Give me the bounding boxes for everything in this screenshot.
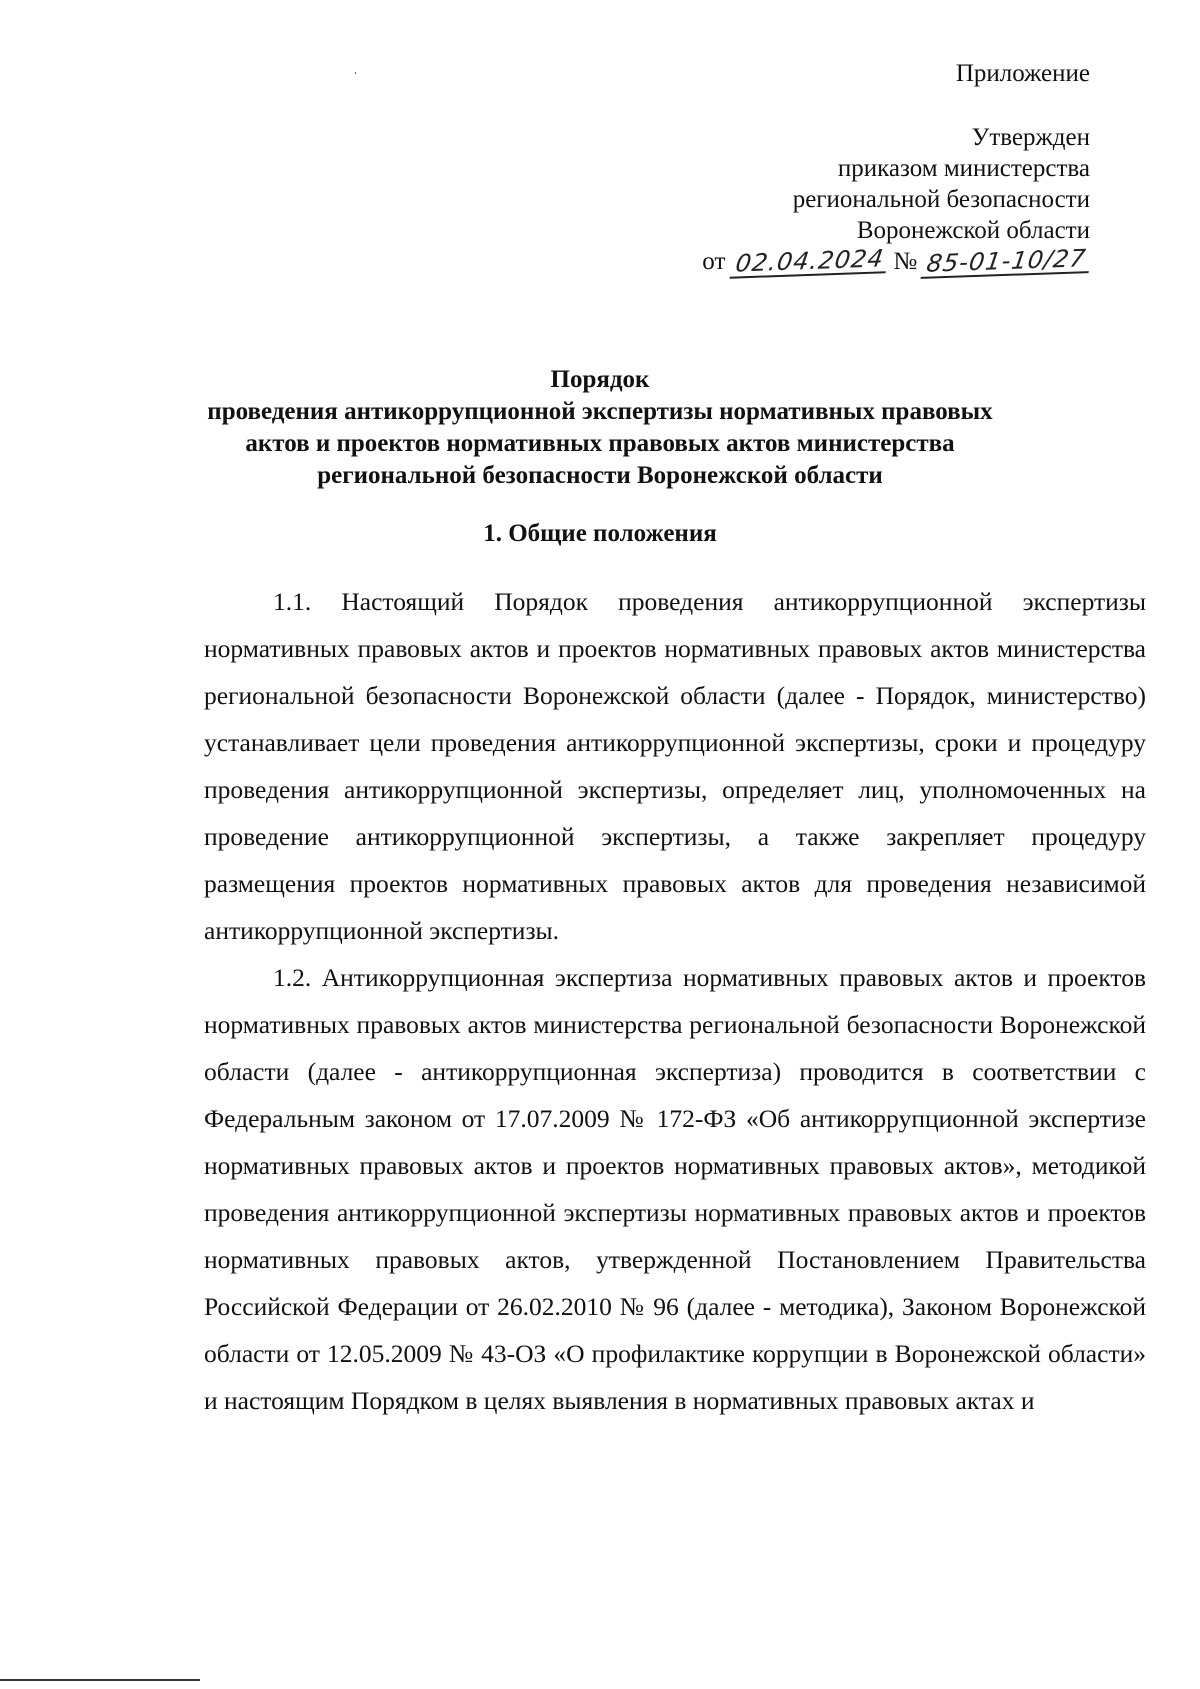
section-heading: 1. Общие положения <box>483 520 717 547</box>
approval-line-4: Воронежской области <box>856 217 1090 244</box>
paragraph-1-2: 1.2. Антикоррупционная экспертиза нормативных правовых актов и проектов нормативных правовых актов министерства региональной безопасности Воронежской области (далее - антикоррупционная экспертиза) проводится в соответствии с Федеральным законом от 17.07.2009 № 172-ФЗ «Об антикоррупционной экспертизе нормативных правовых актов и проектов нормативных правовых актов», методикой проведения антикоррупционной экспертизы нормативных правовых актов и проектов нормативных правовых актов, утвержденной Постановлением Правительства Российской Федерации от 26.02.2010 № 96 (далее - методика), Законом Воронежской области от 12.05.2009 № 43-ОЗ «О профилактике коррупции в Воронежской области» и настоящим Порядком в целях выявления в нормативных правовых актах и <box>204 963 1146 1415</box>
title-line-2: проведения антикоррупционной экспертизы нормативных правовых <box>207 398 993 425</box>
appendix-label <box>956 58 1090 89</box>
body-text <box>204 578 1146 1424</box>
order-date-handwritten: 02.04.2024 <box>729 245 889 278</box>
date-prefix: от <box>702 248 726 275</box>
approval-block <box>702 122 1090 277</box>
scan-speck <box>355 72 356 74</box>
bottom-rule <box>0 1679 200 1681</box>
title-line-3: актов и проектов нормативных правовых актов министерства <box>245 430 955 457</box>
appendix-text: Приложение <box>955 60 1090 87</box>
approval-line-2: приказом министерства <box>837 155 1090 182</box>
document-title <box>0 364 1200 492</box>
number-sign: № <box>893 248 918 275</box>
order-number-handwritten: 85-01-10/27 <box>921 245 1092 279</box>
paragraph-1-1: 1.1. Настоящий Порядок проведения антикоррупционной экспертизы нормативных правовых актов и проектов нормативных правовых актов министерства региональной безопасности Воронежской области (далее - Порядок, министерство) устанавливает цели проведения антикоррупционной экспертизы, сроки и процедуру проведения антикоррупционной экспертизы, определяет лиц, уполномоченных на проведение антикоррупционной экспертизы, а также закрепляет процедуру размещения проектов нормативных правовых актов для проведения независимой антикоррупционной экспертизы. <box>204 587 1146 945</box>
title-line-1: Порядок <box>550 366 650 393</box>
title-line-4: региональной безопасности Воронежской области <box>317 462 883 489</box>
approval-line-1: Утвержден <box>971 124 1090 151</box>
order-date-number-line <box>702 246 1090 277</box>
approval-line-3: региональной безопасности <box>792 186 1090 213</box>
